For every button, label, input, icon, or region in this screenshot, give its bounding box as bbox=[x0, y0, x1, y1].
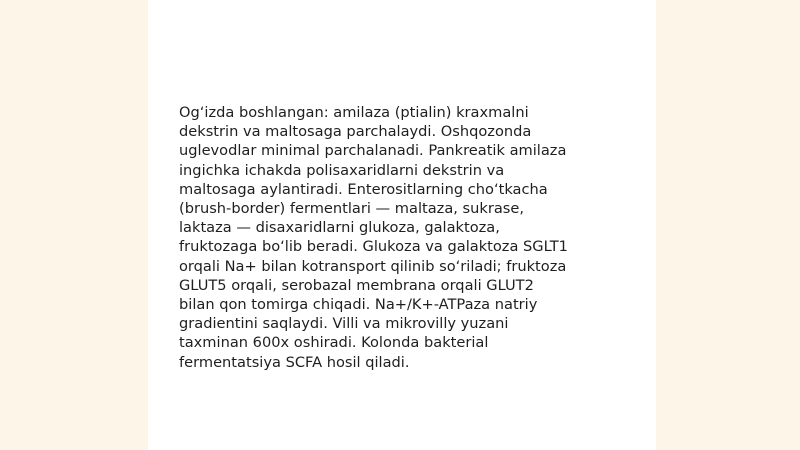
text-line: (brush-border) fermentlari — maltaza, sukrase, bbox=[179, 200, 525, 218]
text-line: dekstrin va maltosaga parchalaydi. Oshqozonda bbox=[179, 123, 532, 141]
text-line: gradientini saqlaydi. Villi va mikrovilly yuzani bbox=[179, 315, 509, 333]
text-line: ingichka ichakda polisaxaridlarni dekstrin va bbox=[179, 161, 505, 179]
text-line: laktaza — disaxaridlarni glukoza, galaktoza, bbox=[179, 219, 500, 237]
text-line: orqali Na+ bilan kotransport qilinib so‘riladi; fruktoza bbox=[179, 257, 567, 275]
text-line: uglevodlar minimal parchalanadi. Pankreatik amilaza bbox=[179, 142, 567, 160]
text-line: fruktozaga bo‘lib beradi. Glukoza va galaktoza SGLT1 bbox=[179, 238, 568, 256]
body-paragraph bbox=[179, 103, 631, 372]
text-line: bilan qon tomirga chiqadi. Na+/K+-ATPaza natriy bbox=[179, 296, 538, 314]
text-line: maltosaga aylantiradi. Enterositlarning cho‘tkacha bbox=[179, 180, 548, 198]
document-page bbox=[148, 0, 656, 450]
text-line: Og‘izda boshlangan: amilaza (ptialin) kraxmalni bbox=[179, 104, 529, 121]
text-line: GLUT5 orqali, serobazal membrana orqali GLUT2 bbox=[179, 276, 534, 294]
text-line: taxminan 600x oshiradi. Kolonda bakterial bbox=[179, 334, 489, 352]
text-line: fermentatsiya SCFA hosil qiladi. bbox=[179, 353, 410, 371]
